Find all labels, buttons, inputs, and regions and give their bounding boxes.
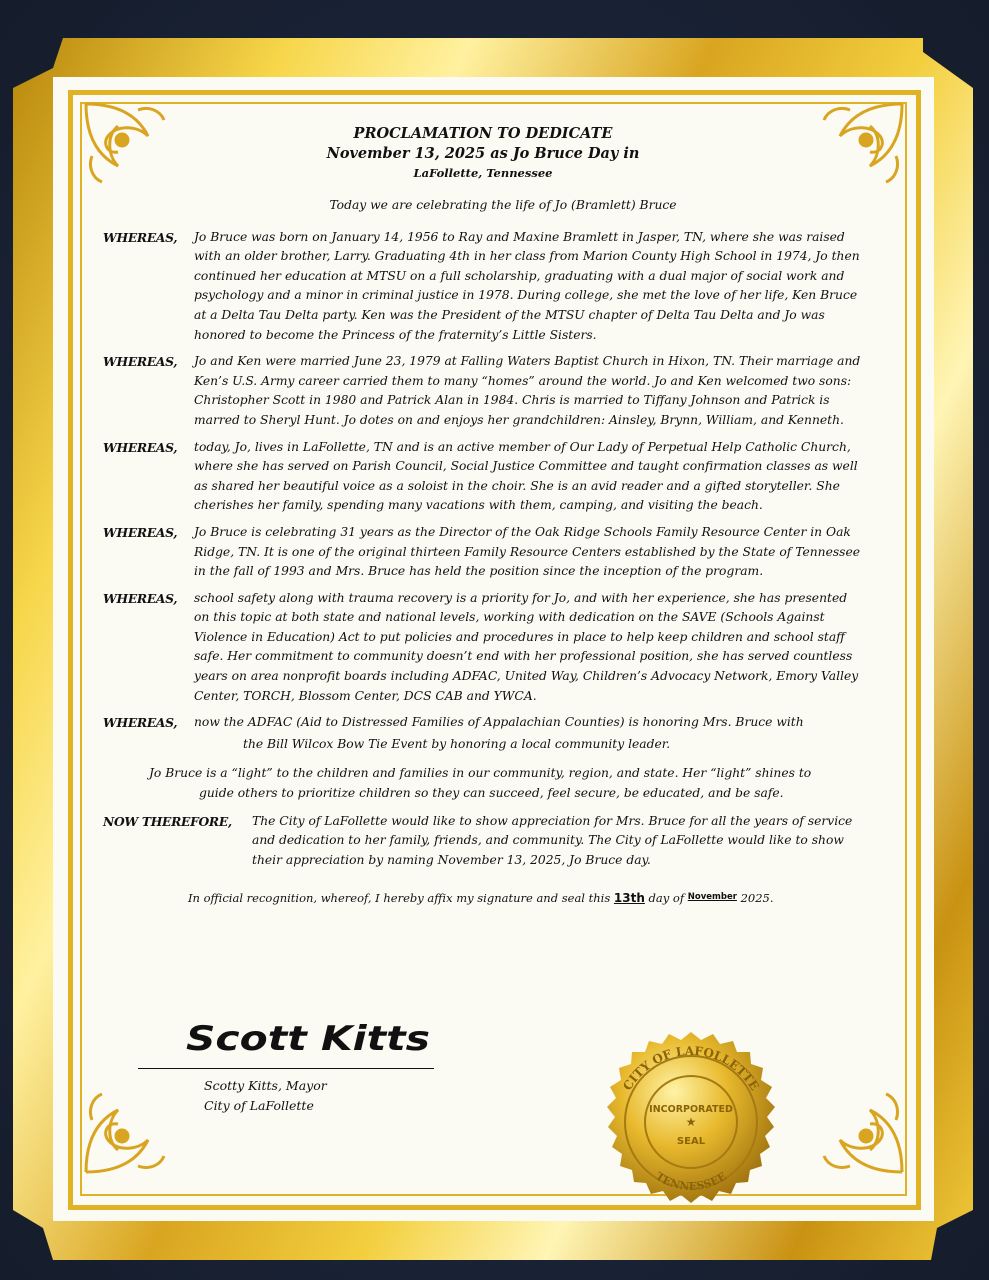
light-statement xyxy=(103,764,863,803)
clause-text: Jo Bruce is celebrating 31 years as the Director of the Oak Ridge Schools Family Resource Center in Oak Ridge, TN. It is one of the original thirteen Family Resource Centers established by the State of Tennessee in the fall of 1993 and Mrs. Bruce has held the position since the inception of the program. xyxy=(194,524,861,579)
signer-title: City of LaFollette xyxy=(204,1098,314,1113)
clause-label: WHEREAS, xyxy=(103,229,178,245)
clause-text: now the ADFAC (Aid to Distressed Families of Appalachian Counties) is honoring Mrs. Bruce with xyxy=(194,715,804,730)
clause-label: WHEREAS, xyxy=(103,524,178,540)
clause-text: Jo and Ken were married June 23, 1979 at Falling Waters Baptist Church in Hixon, TN. Their marriage and Ken’s U.S. Army career carried them to many “homes” around the world. Jo and Ken welcomed two sons: Christopher Scott in 1980 and Patrick Alan in 1984. Chris is married to Tiffany Johnson and Patrick is marred to Sheryl Hunt. Jo dotes on and enjoys her grandchildren: Ainsley, Brynn, William, and Kenneth. xyxy=(194,354,861,427)
svg-text:CITY OF LAFOLLETTE: CITY OF LAFOLLETTE xyxy=(620,1043,762,1093)
clause-text: The City of LaFollette would like to show appreciation for Mrs. Bruce for all the years of service and dedication to her family, friends, and community. The City of LaFollette would like to show their appreciation by naming November 13, 2025, Jo Bruce day. xyxy=(252,813,853,867)
now-therefore-clause xyxy=(103,812,863,871)
gold-seal-icon xyxy=(596,1030,786,1220)
document-title: PROCLAMATION TO DEDICATE xyxy=(353,125,613,142)
clause-label: WHEREAS, xyxy=(103,439,178,455)
recognition-text: day of xyxy=(648,891,685,906)
whereas-clause xyxy=(103,713,863,733)
clause-label: WHEREAS, xyxy=(103,354,178,370)
recognition-day: 13th xyxy=(613,891,645,906)
whereas-clause xyxy=(103,352,863,430)
clause-text: Jo Bruce was born on January 14, 1956 to Ray and Maxine Bramlett in Jasper, TN, where she was raised with an older brother, Larry. Graduating 4th in her class from Marion County High School in 1974, Jo then continued her education at MTSU on a full scholarship, graduating with a dual major of social work and psychology and a minor in criminal justice in 1978. During college, she met the love of her life, Ken Bruce at a Delta Tau Delta party. Ken was the President of the MTSU chapter of Delta Tau Delta and Jo was honored to become the Princess of the fraternity’s Little Sisters. xyxy=(194,229,860,342)
svg-text:Scott Kitts: Scott Kitts xyxy=(186,1019,430,1059)
signature-line xyxy=(138,1068,434,1069)
recognition-month: November xyxy=(687,892,737,903)
flourish-ornament-icon xyxy=(800,1070,910,1180)
mayor-signature xyxy=(180,1010,440,1060)
whereas-clause xyxy=(103,523,863,582)
proclamation-body xyxy=(103,124,863,909)
flourish-ornament-icon xyxy=(78,1070,188,1180)
svg-text:TENNESSEE: TENNESSEE xyxy=(653,1169,729,1194)
recognition-text: In official recognition, whereof, I hereby affix my signature and seal this xyxy=(188,891,611,906)
clause-text: today, Jo, lives in LaFollette, TN and is an active member of Our Lady of Perpetual Help Catholic Church, where she has served on Parish Council, Social Justice Committee and taught confirmation classes as well as shared her beautiful voice as a soloist in the choir. She is an avid reader and a gifted storyteller. She cherishes her family, spending many vacations with them, camping, and visiting the beach. xyxy=(194,439,858,513)
svg-text:★: ★ xyxy=(685,1115,697,1129)
svg-text:SEAL: SEAL xyxy=(676,1136,706,1147)
whereas-clause xyxy=(103,438,863,516)
recognition-year: 2025. xyxy=(740,891,774,906)
whereas-clause xyxy=(103,228,863,346)
document-title-line2: November 13, 2025 as Jo Bruce Day in xyxy=(326,145,640,162)
svg-text:INCORPORATED: INCORPORATED xyxy=(649,1104,733,1115)
clause-text: school safety along with trauma recovery is a priority for Jo, and with her experience, she has presented on this topic at both state and national levels, working with dedication on the SAVE (Schools Against Violence in Education) Act to put policies and procedures in place to help keep children and school staff safe. Her commitment to community doesn’t end with her professional position, she has served countless years on area nonprofit boards including ADFAC, United Way, Children’s Advocacy Network, Emory Valley Center, TORCH, Blossom Center, DCS CAB and YWCA. xyxy=(194,590,859,703)
signer-block xyxy=(204,1076,327,1116)
recognition-line xyxy=(103,888,863,909)
signer-name: Scotty Kitts, Mayor xyxy=(204,1078,327,1093)
intro-line: Today we are celebrating the life of Jo (Bramlett) Bruce xyxy=(329,198,677,212)
whereas-clause xyxy=(103,589,863,707)
clause-label: WHEREAS, xyxy=(103,590,178,606)
statement-line: guide others to prioritize children so they can succeed, feel secure, be educated, and be safe. xyxy=(199,786,784,801)
clause-label: WHEREAS, xyxy=(103,715,178,731)
document-location: LaFollette, Tennessee xyxy=(413,166,553,180)
clause-continuation: the Bill Wilcox Bow Tie Event by honoring a local community leader. xyxy=(243,736,671,751)
statement-line: Jo Bruce is a “light” to the children and families in our community, region, and state. Her “light” shines to xyxy=(149,766,812,781)
clause-label: NOW THEREFORE, xyxy=(103,813,232,829)
